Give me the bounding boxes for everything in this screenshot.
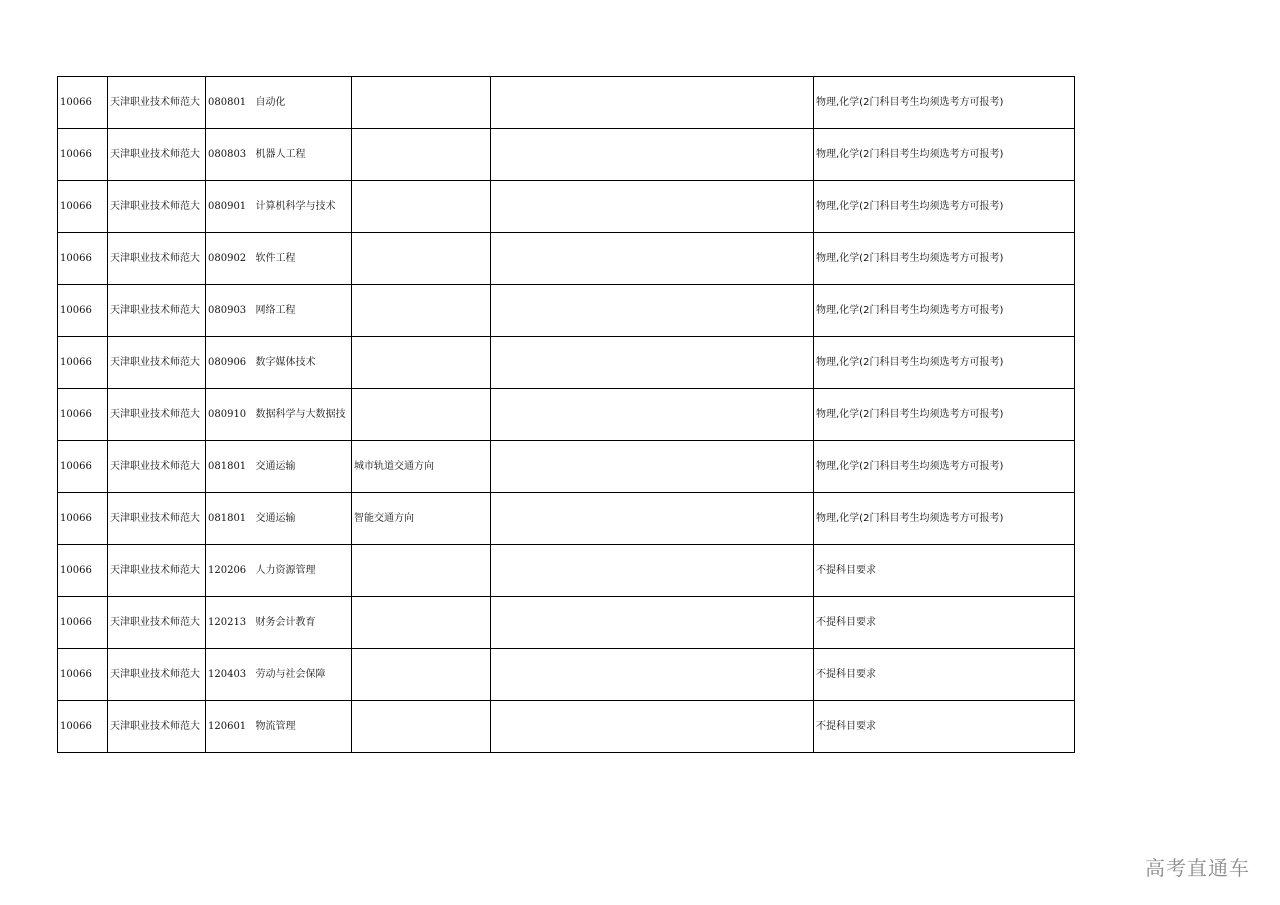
school-code-cell: 10066 — [58, 389, 108, 441]
major-code-cell: 080901 — [206, 181, 254, 233]
major-name-cell: 交通运输 — [254, 493, 352, 545]
major-name-cell: 机器人工程 — [254, 129, 352, 181]
school-code-cell: 10066 — [58, 545, 108, 597]
requirement-cell: 不提科目要求 — [814, 701, 1075, 753]
school-name-cell: 天津职业技术师范大 — [108, 181, 206, 233]
school-code-cell: 10066 — [58, 441, 108, 493]
school-name-cell: 天津职业技术师范大 — [108, 545, 206, 597]
requirement-cell: 不提科目要求 — [814, 649, 1075, 701]
school-code-cell: 10066 — [58, 597, 108, 649]
requirement-cell: 物理,化学(2门科目考生均须选考方可报考) — [814, 129, 1075, 181]
school-code-cell: 10066 — [58, 701, 108, 753]
major-name-cell: 自动化 — [254, 77, 352, 129]
table-row — [58, 597, 1075, 649]
school-name-cell: 天津职业技术师范大 — [108, 493, 206, 545]
requirement-cell: 物理,化学(2门科目考生均须选考方可报考) — [814, 285, 1075, 337]
requirement-cell: 物理,化学(2门科目考生均须选考方可报考) — [814, 233, 1075, 285]
major-code-cell: 080801 — [206, 77, 254, 129]
requirement-cell: 物理,化学(2门科目考生均须选考方可报考) — [814, 77, 1075, 129]
requirement-cell: 物理,化学(2门科目考生均须选考方可报考) — [814, 493, 1075, 545]
direction-cell — [352, 285, 491, 337]
major-code-cell: 080906 — [206, 337, 254, 389]
direction-cell — [352, 77, 491, 129]
direction-cell: 智能交通方向 — [352, 493, 491, 545]
requirement-cell: 物理,化学(2门科目考生均须选考方可报考) — [814, 441, 1075, 493]
direction-cell — [352, 389, 491, 441]
note-cell — [491, 77, 814, 129]
school-name-cell: 天津职业技术师范大 — [108, 337, 206, 389]
table-row — [58, 337, 1075, 389]
table-row — [58, 181, 1075, 233]
major-name-cell: 数据科学与大数据技 — [254, 389, 352, 441]
note-cell — [491, 441, 814, 493]
table-row — [58, 129, 1075, 181]
school-name-cell: 天津职业技术师范大 — [108, 649, 206, 701]
school-name-cell: 天津职业技术师范大 — [108, 597, 206, 649]
major-name-cell: 交通运输 — [254, 441, 352, 493]
table-row — [58, 389, 1075, 441]
table-row — [58, 285, 1075, 337]
direction-cell — [352, 545, 491, 597]
note-cell — [491, 597, 814, 649]
major-code-cell: 120206 — [206, 545, 254, 597]
requirement-cell: 不提科目要求 — [814, 597, 1075, 649]
table-row — [58, 441, 1075, 493]
major-name-cell: 数字媒体技术 — [254, 337, 352, 389]
major-name-cell: 财务会计教育 — [254, 597, 352, 649]
direction-cell — [352, 181, 491, 233]
table-row — [58, 545, 1075, 597]
direction-cell — [352, 129, 491, 181]
major-code-cell: 081801 — [206, 441, 254, 493]
major-code-cell: 081801 — [206, 493, 254, 545]
note-cell — [491, 233, 814, 285]
major-requirements-table — [57, 76, 1075, 753]
table-row — [58, 77, 1075, 129]
table-row — [58, 493, 1075, 545]
school-code-cell: 10066 — [58, 181, 108, 233]
major-code-cell: 080803 — [206, 129, 254, 181]
school-name-cell: 天津职业技术师范大 — [108, 285, 206, 337]
school-code-cell: 10066 — [58, 233, 108, 285]
major-name-cell: 物流管理 — [254, 701, 352, 753]
note-cell — [491, 337, 814, 389]
school-code-cell: 10066 — [58, 77, 108, 129]
major-code-cell: 080910 — [206, 389, 254, 441]
note-cell — [491, 545, 814, 597]
table-row — [58, 701, 1075, 753]
major-name-cell: 劳动与社会保障 — [254, 649, 352, 701]
school-code-cell: 10066 — [58, 649, 108, 701]
school-name-cell: 天津职业技术师范大 — [108, 701, 206, 753]
major-name-cell: 人力资源管理 — [254, 545, 352, 597]
watermark-text: 高考直通车 — [1145, 856, 1250, 880]
school-name-cell: 天津职业技术师范大 — [108, 233, 206, 285]
table-row — [58, 233, 1075, 285]
note-cell — [491, 129, 814, 181]
direction-cell — [352, 701, 491, 753]
school-code-cell: 10066 — [58, 285, 108, 337]
major-name-cell: 计算机科学与技术 — [254, 181, 352, 233]
school-name-cell: 天津职业技术师范大 — [108, 389, 206, 441]
note-cell — [491, 701, 814, 753]
school-name-cell: 天津职业技术师范大 — [108, 129, 206, 181]
major-name-cell: 网络工程 — [254, 285, 352, 337]
major-code-cell: 080902 — [206, 233, 254, 285]
table-body — [58, 77, 1075, 753]
requirement-cell: 物理,化学(2门科目考生均须选考方可报考) — [814, 337, 1075, 389]
major-name-cell: 软件工程 — [254, 233, 352, 285]
school-code-cell: 10066 — [58, 129, 108, 181]
direction-cell — [352, 597, 491, 649]
major-code-cell: 120601 — [206, 701, 254, 753]
major-code-cell: 120213 — [206, 597, 254, 649]
school-name-cell: 天津职业技术师范大 — [108, 441, 206, 493]
note-cell — [491, 285, 814, 337]
major-code-cell: 080903 — [206, 285, 254, 337]
note-cell — [491, 181, 814, 233]
table-row — [58, 649, 1075, 701]
requirement-cell: 物理,化学(2门科目考生均须选考方可报考) — [814, 389, 1075, 441]
direction-cell — [352, 649, 491, 701]
note-cell — [491, 493, 814, 545]
major-code-cell: 120403 — [206, 649, 254, 701]
school-code-cell: 10066 — [58, 337, 108, 389]
note-cell — [491, 389, 814, 441]
direction-cell — [352, 233, 491, 285]
direction-cell — [352, 337, 491, 389]
school-code-cell: 10066 — [58, 493, 108, 545]
requirement-cell: 不提科目要求 — [814, 545, 1075, 597]
direction-cell: 城市轨道交通方向 — [352, 441, 491, 493]
requirement-cell: 物理,化学(2门科目考生均须选考方可报考) — [814, 181, 1075, 233]
note-cell — [491, 649, 814, 701]
school-name-cell: 天津职业技术师范大 — [108, 77, 206, 129]
